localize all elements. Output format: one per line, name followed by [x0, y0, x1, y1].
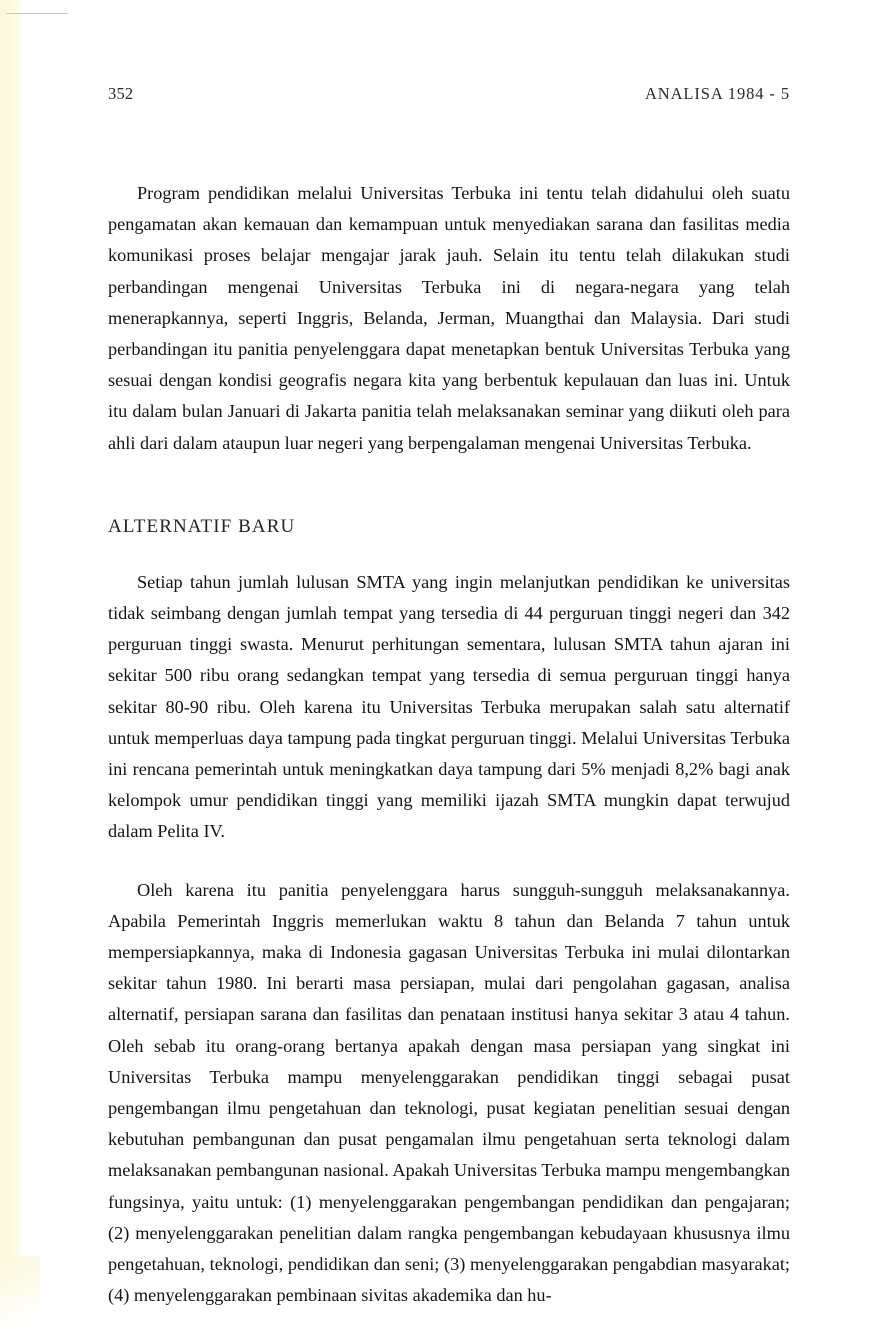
paragraph-2: Setiap tahun jumlah lulusan SMTA yang ingin melanjutkan pendidikan ke universitas tidak seimbang dengan jumlah tempat yang tersedia di 44 perguruan tinggi negeri dan 342 perguruan tinggi swasta. Menurut perhitungan sementara, lulusan SMTA tahun ajaran ini sekitar 500 ribu orang sedangkan tempat yang tersedia di semua perguruan tinggi hanya sekitar 80-90 ribu. Oleh karena itu Universitas Terbuka merupakan salah satu alternatif untuk memperluas daya tampung pada tingkat perguruan tinggi. Melalui Universitas Terbuka ini rencana pemerintah untuk meningkatkan daya tampung dari 5% menjadi 8,2% bagi anak kelompok umur pendidikan tinggi yang memiliki ijazah SMTA mungkin dapat terwujud dalam Pelita IV.	[108, 571, 790, 842]
text-column	[108, 178, 790, 1312]
spacer-before-heading	[108, 459, 790, 513]
scan-edge-artifact-left	[0, 0, 23, 1326]
journal-issue-label: ANALISA 1984 - 5	[644, 84, 790, 103]
running-head	[108, 84, 790, 104]
section-heading: ALTERNATIF BARU	[108, 515, 296, 537]
spacer-after-heading	[108, 541, 790, 567]
paragraph-1: Program pendidikan melalui Universitas Terbuka ini tentu telah didahului oleh suatu pengamatan akan kemauan dan kemampuan untuk menyediakan sarana dan fasilitas media komunikasi proses belajar mengajar jarak jauh. Selain itu tentu telah dilakukan studi perbandingan mengenai Universitas Terbuka ini di negara-negara yang telah menerapkannya, seperti Inggris, Belanda, Jerman, Muangthai dan Malaysia. Dari studi perbandingan itu panitia penyelenggara dapat menetapkan bentuk Universitas Terbuka yang sesuai dengan kondisi geografis negara kita yang berbentuk kepulauan dan luas ini. Untuk itu dalam bulan Januari di Jakarta panitia telah melaksanakan seminar yang diikuti oleh para ahli dari dalam ataupun luar negeri yang berpengalaman mengenai Universitas Terbuka.	[108, 183, 790, 453]
page-number: 352	[108, 84, 134, 103]
spacer-between-paragraphs	[108, 848, 790, 875]
scan-edge-artifact-bottom	[0, 1256, 40, 1326]
scan-edge-artifact-top-rule	[6, 13, 68, 14]
paragraph-3: Oleh karena itu panitia penyelenggara harus sungguh-sungguh melaksanakannya. Apabila Pemerintah Inggris memerlukan waktu 8 tahun dan Belanda 7 tahun untuk mempersiapkannya, maka di Indonesia gagasan Universitas Terbuka ini mulai dilontarkan sekitar tahun 1980. Ini berarti masa persiapan, mulai dari pengolahan gagasan, analisa alternatif, persiapan sarana dan fasilitas dan penataan institusi hanya sekitar 3 atau 4 tahun. Oleh sebab itu orang-orang bertanya apakah dengan masa persiapan yang singkat ini Universitas Terbuka mampu menyelenggarakan pendidikan tinggi sebagai pusat pengembangan ilmu pengetahuan dan teknologi, pusat kegiatan penelitian sesuai dengan kebutuhan pembangunan dan pusat pengamalan ilmu pengetahuan serta teknologi dalam melaksanakan pembangunan nasional. Apakah Universitas Terbuka mampu mengembangkan fungsinya, yaitu untuk: (1) menyelenggarakan pengembangan pendidikan dan pengajaran; (2) menyelenggarakan penelitian dalam rangka pengembangan kebudayaan khususnya ilmu pengetahuan, teknologi, pendidikan dan seni; (3) menyelenggarakan pengabdian masyarakat; (4) menyelenggarakan pembinaan sivitas akademika dan hu-	[108, 879, 790, 1306]
